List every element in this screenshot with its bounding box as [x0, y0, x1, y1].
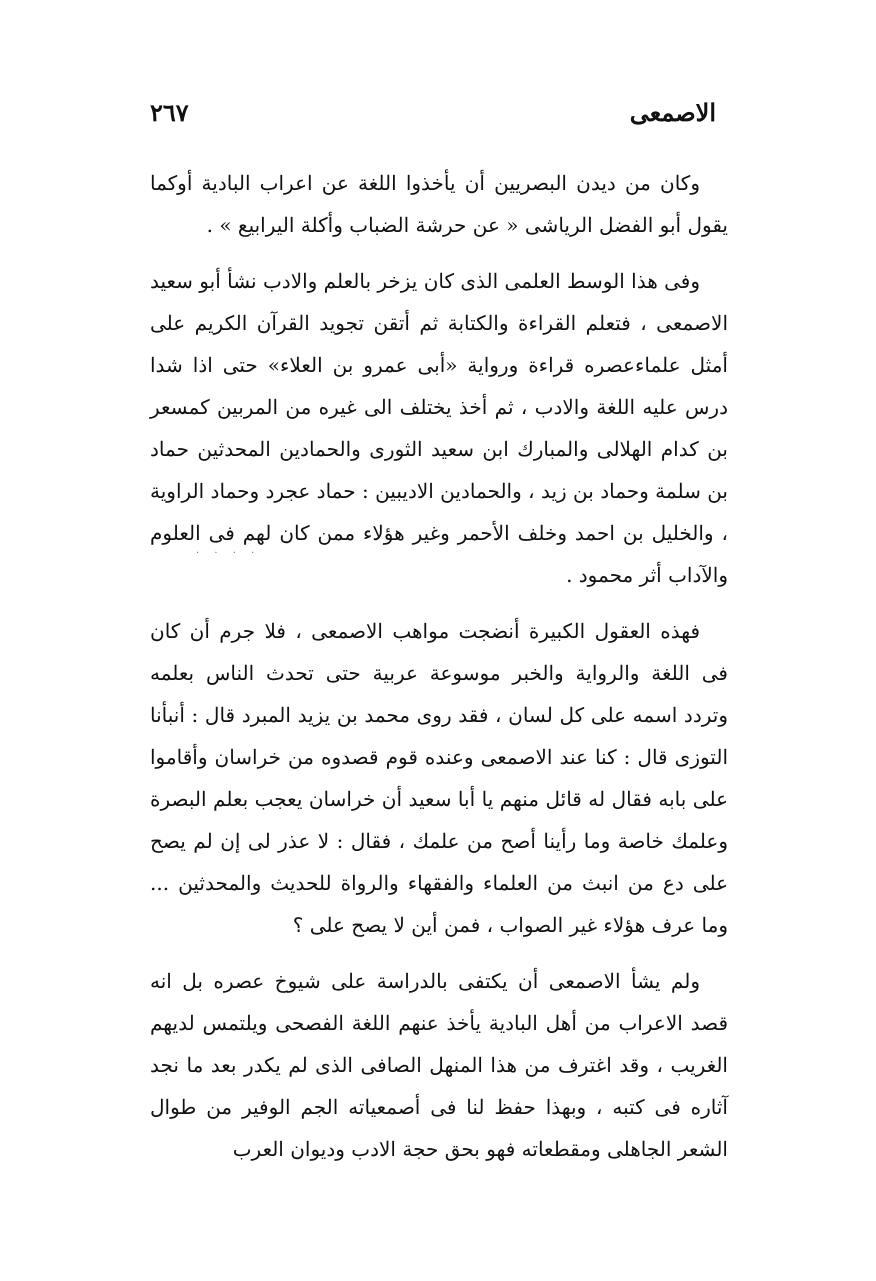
scan-speck: · · · · [196, 548, 261, 559]
paragraph-2: وفى هذا الوسط العلمى الذى كان يزخر بالعلم والادب نشأ أبو سعيد الاصمعى ، فتعلم القراءة والكتابة ثم أتقن تجويد القرآن الكريم على أمثل علماءعصره قراءة ورواية «أبى عمرو بن العلاء» حتى اذا شدا درس عليه اللغة والادب ، ثم أخذ يختلف الى غيره من المربين كمسعر بن كدام الهلالى والمبارك ابن سعيد الثورى والحمادين المحدثين حماد بن سلمة وحماد بن زيد ، والحمادين الاديبين : حماد عجرد وحماد الراوية ، والخليل بن احمد وخلف الأحمر وغير هؤلاء ممن كان لهم فى العلوم والآداب أثر محمود . [150, 269, 728, 587]
page-header [150, 92, 716, 132]
running-title: الاصمعى [629, 97, 716, 127]
body-text [150, 162, 728, 1184]
paragraph-3: فهذه العقول الكبيرة أنضجت مواهب الاصمعى ، فلا جرم أن كان فى اللغة والرواية والخبر موسوعة عربية حتى تحدث الناس بعلمه وتردد اسمه على كل لسان ، فقد روى محمد بن يزيد المبرد قال : أنبأنا التوزى قال : كنا عند الاصمعى وعنده قوم قصدوه من خراسان وأقاموا على بابه فقال له قائل منهم يا أبا سعيد أن خراسان يعجب بعلم البصرة وعلمك خاصة وما رأينا أصح من علمك ، فقال : لا عذر لى إن لم يصح على دع من انبث من العلماء والفقهاء والرواة للحديث والمحدثين ... وما عرف هؤلاء غير الصواب ، فمن أين لا يصح على ؟ [150, 619, 728, 937]
page-number: ٢٦٧ [150, 97, 189, 127]
paragraph-4: ولم يشأ الاصمعى أن يكتفى بالدراسة على شيوخ عصره بل انه قصد الاعراب من أهل البادية يأخذ عنهم اللغة الفصحى ويلتمس لديهم الغريب ، وقد اغترف من هذا المنهل الصافى الذى لم يكدر بعد ما نجد آثاره فى كتبه ، وبهذا حفظ لنا فى أصمعياته الجم الوفير من طوال الشعر الجاهلى ومقطعاته فهو بحق حجة الادب وديوان العرب [150, 969, 728, 1161]
paragraph-1: وكان من ديدن البصريين أن يأخذوا اللغة عن اعراب البادية أوكما يقول أبو الفضل الرياشى « عن حرشة الضباب وأكلة اليرابيع » . [150, 171, 728, 237]
